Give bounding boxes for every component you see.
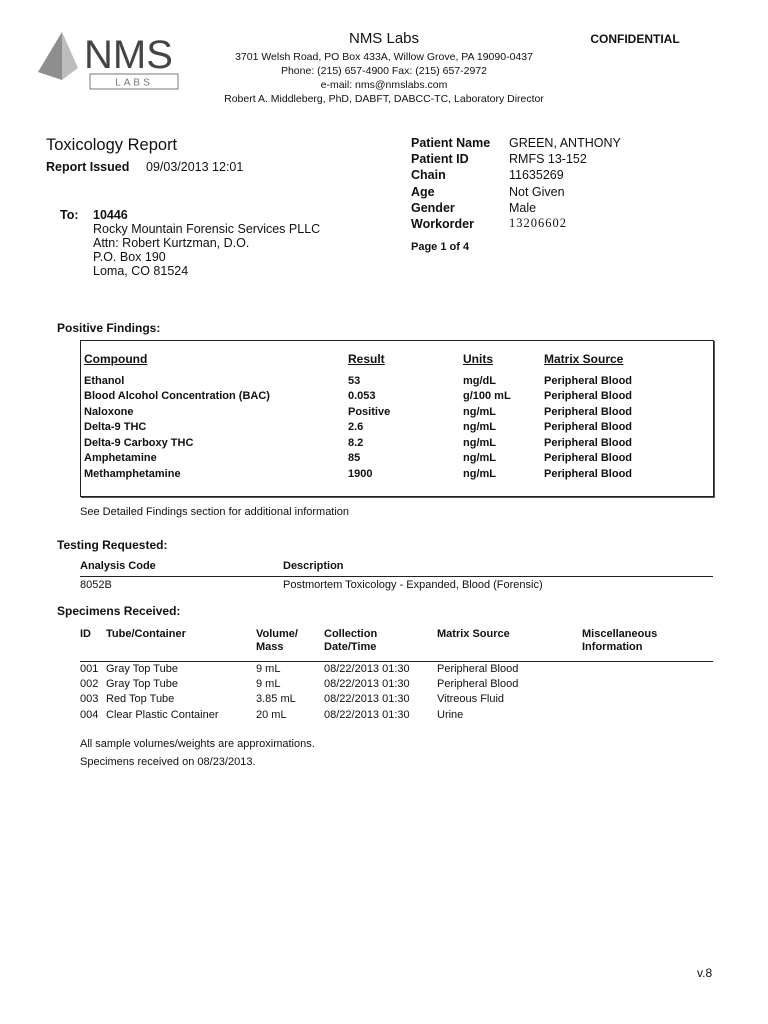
testing-requested-title: Testing Requested: [57, 538, 168, 552]
report-title: Toxicology Report [46, 136, 178, 154]
age-value: Not Given [509, 185, 565, 199]
chain-value: 11635269 [509, 168, 564, 182]
page-indicator: Page 1 of 4 [411, 241, 470, 253]
lab-email: e-mail: nms@nmslabs.com [320, 79, 448, 91]
specimen-id: 002 [80, 678, 99, 690]
specimen-id: 003 [80, 693, 99, 705]
specimen-volume: 9 mL [256, 663, 281, 675]
testing-header-description: Description [283, 560, 344, 572]
patient-id-value: RMFS 13-152 [509, 152, 587, 166]
specimens-header-container: Tube/Container [106, 628, 186, 640]
logo-text: NMS [84, 33, 173, 77]
findings-matrix: Peripheral Blood [544, 421, 633, 433]
specimens-header-collection: Collection [324, 628, 378, 640]
specimens-header-rule [80, 661, 713, 662]
specimens-note-received: Specimens received on 08/23/2013. [80, 756, 256, 768]
findings-result: 53 [348, 375, 361, 387]
findings-header-result: Result [348, 352, 385, 366]
specimen-id: 004 [80, 709, 99, 721]
lab-address: 3701 Welsh Road, PO Box 433A, Willow Grove, PA 19090-0437 [235, 51, 533, 63]
testing-description: Postmortem Toxicology - Expanded, Blood (Forensic) [283, 579, 543, 591]
patient-name-value: GREEN, ANTHONY [509, 136, 621, 150]
lab-phone-fax: Phone: (215) 657-4900 Fax: (215) 657-2972 [280, 65, 488, 77]
findings-compound: Methamphetamine [84, 468, 181, 480]
logo-subtext: LABS [115, 77, 153, 89]
findings-result: 2.6 [348, 421, 364, 433]
specimens-note-volumes: All sample volumes/weights are approximations. [80, 738, 315, 750]
findings-units: ng/mL [463, 468, 496, 480]
specimen-collection: 08/22/2013 01:30 [324, 663, 410, 675]
lab-name: NMS Labs [348, 30, 420, 47]
patient-id-label: Patient ID [411, 152, 469, 166]
specimen-container: Gray Top Tube [106, 663, 178, 675]
findings-units: ng/mL [463, 421, 496, 433]
findings-units: g/100 mL [463, 390, 511, 402]
testing-header-rule [80, 576, 713, 577]
specimens-header-misc-2: Information [582, 641, 643, 653]
findings-matrix: Peripheral Blood [544, 437, 633, 449]
findings-result: 0.053 [348, 390, 376, 402]
specimens-header-volume: Volume/ [256, 628, 298, 640]
specimen-volume: 9 mL [256, 678, 281, 690]
findings-compound: Delta-9 Carboxy THC [84, 437, 194, 449]
gender-label: Gender [411, 201, 455, 215]
findings-units: ng/mL [463, 437, 496, 449]
specimen-container: Clear Plastic Container [106, 709, 219, 721]
specimens-header-matrix: Matrix Source [437, 628, 510, 640]
findings-note: See Detailed Findings section for additional information [80, 506, 350, 518]
specimen-collection: 08/22/2013 01:30 [324, 678, 410, 690]
findings-units: mg/dL [463, 375, 496, 387]
version-label: v.8 [697, 966, 713, 980]
findings-matrix: Peripheral Blood [544, 468, 633, 480]
findings-header-compound: Compound [84, 352, 148, 366]
findings-matrix: Peripheral Blood [544, 375, 633, 387]
findings-compound: Delta-9 THC [84, 421, 147, 433]
gender-value: Male [509, 201, 537, 215]
findings-matrix: Peripheral Blood [544, 390, 633, 402]
workorder-value: 13206602 [509, 216, 567, 230]
recipient-line-2: Attn: Robert Kurtzman, D.O. [93, 236, 250, 250]
findings-header-matrix: Matrix Source [544, 352, 624, 366]
specimen-collection: 08/22/2013 01:30 [324, 709, 410, 721]
chain-label: Chain [411, 168, 446, 182]
specimen-matrix: Peripheral Blood [437, 678, 519, 690]
findings-header-units: Units [463, 352, 493, 366]
specimen-matrix: Vitreous Fluid [437, 693, 505, 705]
positive-findings-title: Positive Findings: [57, 321, 161, 335]
specimen-container: Gray Top Tube [106, 678, 178, 690]
findings-result: 8.2 [348, 437, 364, 449]
specimen-collection: 08/22/2013 01:30 [324, 693, 410, 705]
specimen-matrix: Peripheral Blood [437, 663, 519, 675]
to-label: To: [60, 208, 79, 222]
report-issued-value: 09/03/2013 12:01 [146, 160, 244, 174]
specimen-volume: 20 mL [256, 709, 287, 721]
findings-result: 85 [348, 452, 361, 464]
recipient-line-4: Loma, CO 81524 [93, 264, 189, 278]
report-issued-label: Report Issued [46, 160, 130, 174]
findings-matrix: Peripheral Blood [544, 452, 633, 464]
lab-director: Robert A. Middleberg, PhD, DABFT, DABCC-TC, Laboratory Director [224, 93, 544, 105]
specimen-volume: 3.85 mL [256, 693, 296, 705]
findings-units: ng/mL [463, 452, 496, 464]
specimens-title: Specimens Received: [57, 604, 181, 618]
findings-compound: Blood Alcohol Concentration (BAC) [84, 390, 270, 402]
findings-compound: Amphetamine [84, 452, 157, 464]
findings-units: ng/mL [463, 406, 496, 418]
specimens-header-misc: Miscellaneous [582, 628, 658, 640]
specimens-header-collection-2: Date/Time [324, 641, 377, 653]
specimen-id: 001 [80, 663, 99, 675]
specimens-header-volume-2: Mass [256, 641, 284, 653]
age-label: Age [411, 185, 435, 199]
patient-name-label: Patient Name [411, 136, 491, 150]
specimen-container: Red Top Tube [106, 693, 175, 705]
findings-compound: Ethanol [84, 375, 125, 387]
recipient-id: 10446 [93, 208, 128, 222]
findings-result: 1900 [348, 468, 373, 480]
recipient-line-3: P.O. Box 190 [93, 250, 166, 264]
findings-result: Positive [348, 406, 391, 418]
findings-compound: Naloxone [84, 406, 134, 418]
recipient-line-1: Rocky Mountain Forensic Services PLLC [93, 222, 321, 236]
specimen-matrix: Urine [437, 709, 464, 721]
confidential-label: CONFIDENTIAL [590, 32, 680, 46]
testing-header-code: Analysis Code [80, 560, 156, 572]
workorder-label: Workorder [411, 217, 474, 231]
testing-code: 8052B [80, 579, 112, 591]
specimens-header-id: ID [80, 628, 91, 640]
findings-matrix: Peripheral Blood [544, 406, 633, 418]
